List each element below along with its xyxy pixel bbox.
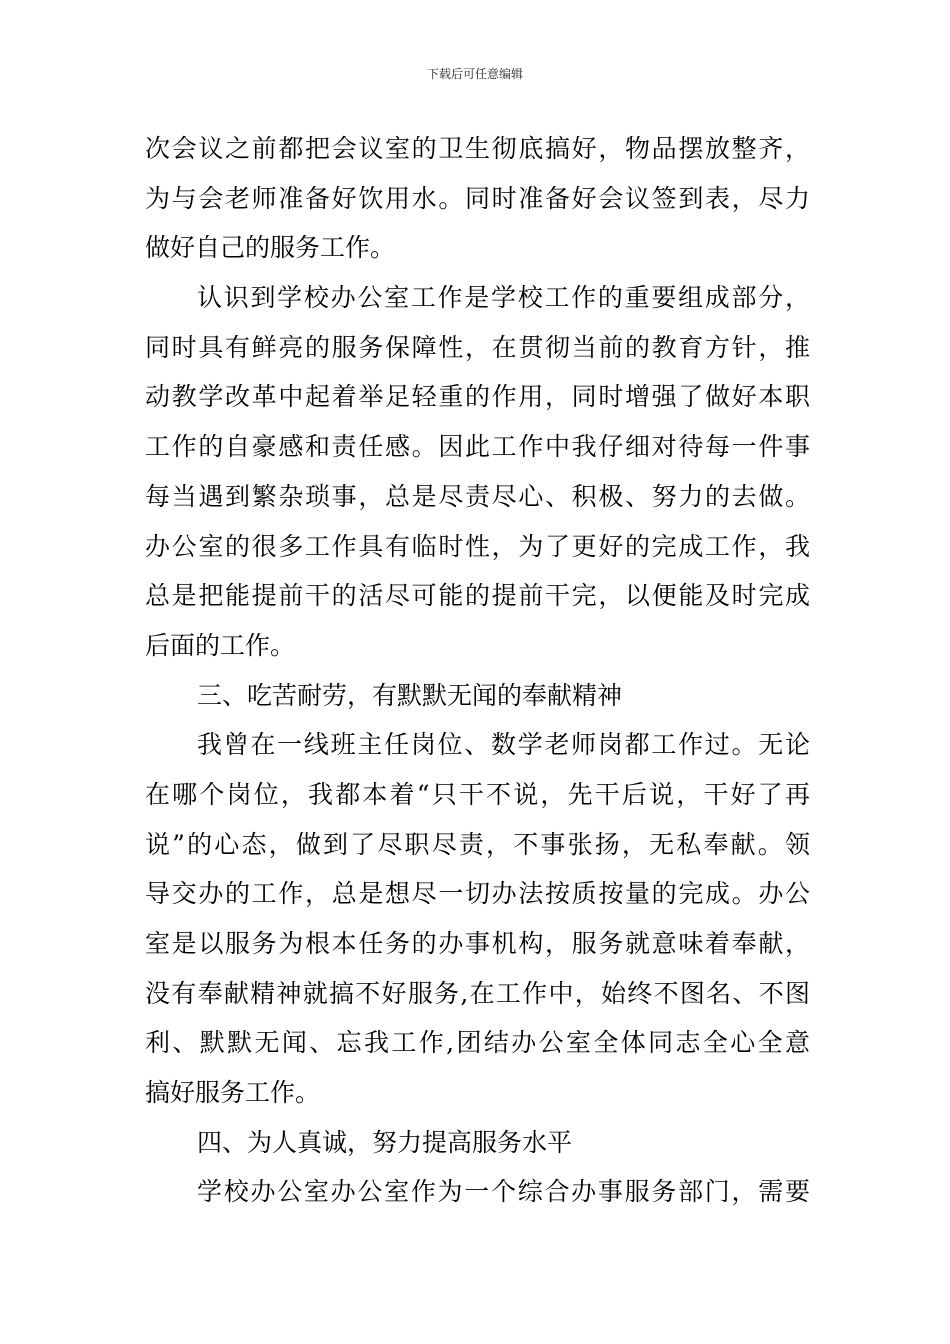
text-line: 动教学改革中起着举足轻重的作用，同时增强了做好本职 [145, 382, 810, 412]
paragraph-first-line: 我曾在一线班主任岗位、数学老师岗都工作过。无论 [197, 730, 810, 760]
text-line: 做好自己的服务工作。 [145, 233, 396, 263]
text-line: 没有奉献精神就搞不好服务,在工作中，始终不图名、不图 [145, 978, 810, 1008]
text-line: 在哪个岗位，我都本着“只干不说，先干后说，干好了再 [145, 779, 810, 809]
text-line: 办公室的很多工作具有临时性，为了更好的完成工作，我 [145, 531, 810, 561]
document-body [145, 124, 810, 1217]
paragraph-first-line: 认识到学校办公室工作是学校工作的重要组成部分， [197, 283, 810, 313]
paragraph-first-line: 学校办公室办公室作为一个综合办事服务部门，需要 [197, 1177, 810, 1207]
text-line: 利、默默无闻、忘我工作,团结办公室全体同志全心全意 [145, 1028, 810, 1058]
page-header-note: 下载后可任意编辑 [426, 67, 523, 81]
text-line: 导交办的工作，总是想尽一切办法按质按量的完成。办公 [145, 879, 810, 909]
text-line: 搞好服务工作。 [145, 1078, 321, 1108]
text-line: 工作的自豪感和责任感。因此工作中我仔细对待每一件事 [145, 432, 810, 462]
text-line: 为与会老师准备好饮用水。同时准备好会议签到表，尽力 [145, 183, 810, 213]
text-line: 室是以服务为根本任务的办事机构，服务就意味着奉献， [145, 929, 810, 958]
text-line: 每当遇到繁杂琐事，总是尽责尽心、积极、努力的去做。 [145, 481, 810, 511]
text-line: 次会议之前都把会议室的卫生彻底搞好，物品摆放整齐， [145, 134, 810, 163]
section-heading: 三、吃苦耐劳，有默默无闻的奉献精神 [197, 680, 623, 710]
section-heading: 四、为人真诚，努力提高服务水平 [197, 1127, 573, 1157]
text-line: 同时具有鲜亮的服务保障性，在贯彻当前的教育方针，推 [145, 332, 810, 362]
text-line: 总是把能提前干的活尽可能的提前干完，以便能及时完成 [145, 581, 810, 611]
text-line: 说”的心态，做到了尽职尽责，不事张扬，无私奉献。领 [145, 829, 810, 859]
text-line: 后面的工作。 [145, 630, 296, 660]
